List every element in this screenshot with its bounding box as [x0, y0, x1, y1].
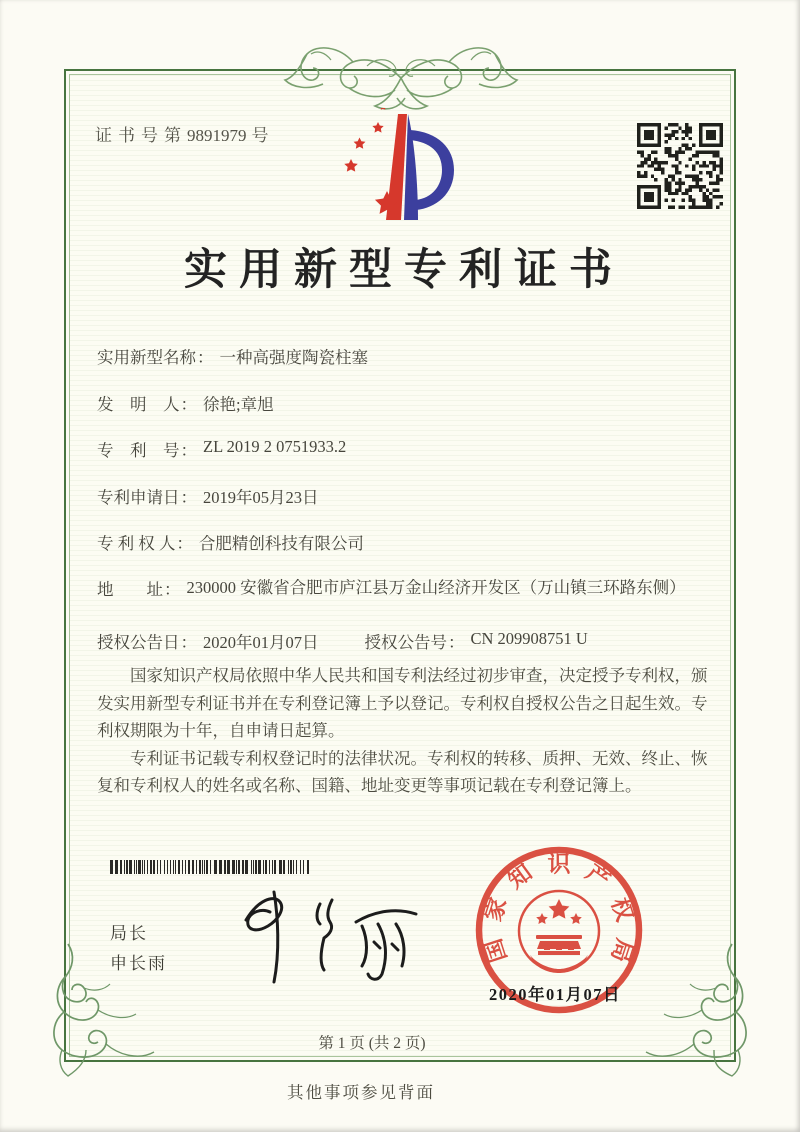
grant-number-label: 授权公告号 [364, 633, 447, 652]
svg-text:权: 权 [606, 894, 638, 925]
field-label: 地 址 [97, 580, 163, 599]
certificate-number [95, 121, 275, 146]
legal-paragraph-1: 国家知识产权局依照中华人民共和国专利法经过初步审查，决定授予专利权，颁发实用新型专利证书并在专利登记簿上予以登记。专利权自授权公告之日起生效。专利权期限为十年，自申请日起算。 [97, 666, 708, 740]
back-side-note: 其他事项参见背面 [287, 1083, 435, 1102]
ornament-bottom-right [628, 938, 758, 1083]
field-row-address [97, 576, 715, 600]
field-label: 发 明 人 [97, 395, 180, 414]
svg-text:国: 国 [480, 935, 512, 966]
legal-text [97, 662, 711, 800]
field-colon: ： [180, 395, 197, 414]
field-colon: ： [180, 441, 197, 460]
field-row-grant [97, 629, 715, 653]
field-colon: ： [197, 348, 214, 367]
field-value: 230000 安徽省合肥市庐江县万金山经济开发区（万山镇三环路东侧） [186, 578, 686, 597]
cnipa-logo-icon [338, 108, 466, 230]
grant-number-value: CN 209908751 U [470, 629, 588, 648]
svg-text:知: 知 [503, 859, 537, 894]
field-value: 2019年05月23日 [203, 488, 319, 507]
grant-date-value: 2020年01月07日 [203, 633, 319, 652]
field-colon: ： [180, 488, 197, 507]
ornament-top-center [283, 16, 519, 120]
field-colon: ： [180, 633, 197, 652]
certificate-number-value: 9891979 [187, 126, 247, 145]
field-label: 实用新型名称 [97, 348, 196, 367]
certificate-number-prefix: 证书号第 [95, 126, 187, 145]
legal-paragraph-2: 专利证书记载专利权登记时的法律状况。专利权的转移、质押、无效、终止、恢复和专利权人的姓名或名称、国籍、地址变更等事项记载在专利登记簿上。 [97, 748, 708, 795]
seal-date: 2020年01月07日 [489, 985, 621, 1004]
field-row-patentee [97, 530, 715, 554]
director-title: 局长 [110, 924, 148, 943]
field-colon: ： [448, 633, 465, 652]
field-row-inventor [97, 391, 715, 415]
barcode [110, 860, 310, 874]
field-row-filing-date [97, 484, 715, 508]
field-value: 合肥精创科技有限公司 [198, 534, 364, 553]
page-number: 第 1 页 (共 2 页) [318, 1035, 426, 1052]
svg-text:家: 家 [480, 894, 512, 925]
field-value: 一种高强度陶瓷柱塞 [219, 348, 368, 367]
certificate-title: 实用新型专利证书 [184, 247, 624, 294]
field-value: 徐艳;章旭 [203, 395, 274, 414]
field-label: 专 利 号 [97, 441, 180, 460]
field-colon: ： [176, 534, 193, 553]
field-label: 专 利 权 人 [97, 534, 176, 553]
qr-code [637, 123, 723, 209]
field-row-patent-number [97, 437, 715, 461]
svg-text:产: 产 [581, 859, 615, 894]
grant-date-label: 授权公告日 [97, 633, 180, 652]
field-row-name [97, 344, 715, 368]
certificate-number-suffix: 号 [251, 126, 275, 145]
svg-text:局: 局 [606, 935, 638, 966]
director-name: 申长雨 [110, 954, 167, 973]
svg-text:识: 识 [547, 851, 571, 877]
field-colon: ： [164, 580, 181, 599]
field-label: 专利申请日 [97, 488, 180, 507]
handwritten-signature [228, 882, 428, 992]
field-value: ZL 2019 2 0751933.2 [203, 437, 347, 456]
